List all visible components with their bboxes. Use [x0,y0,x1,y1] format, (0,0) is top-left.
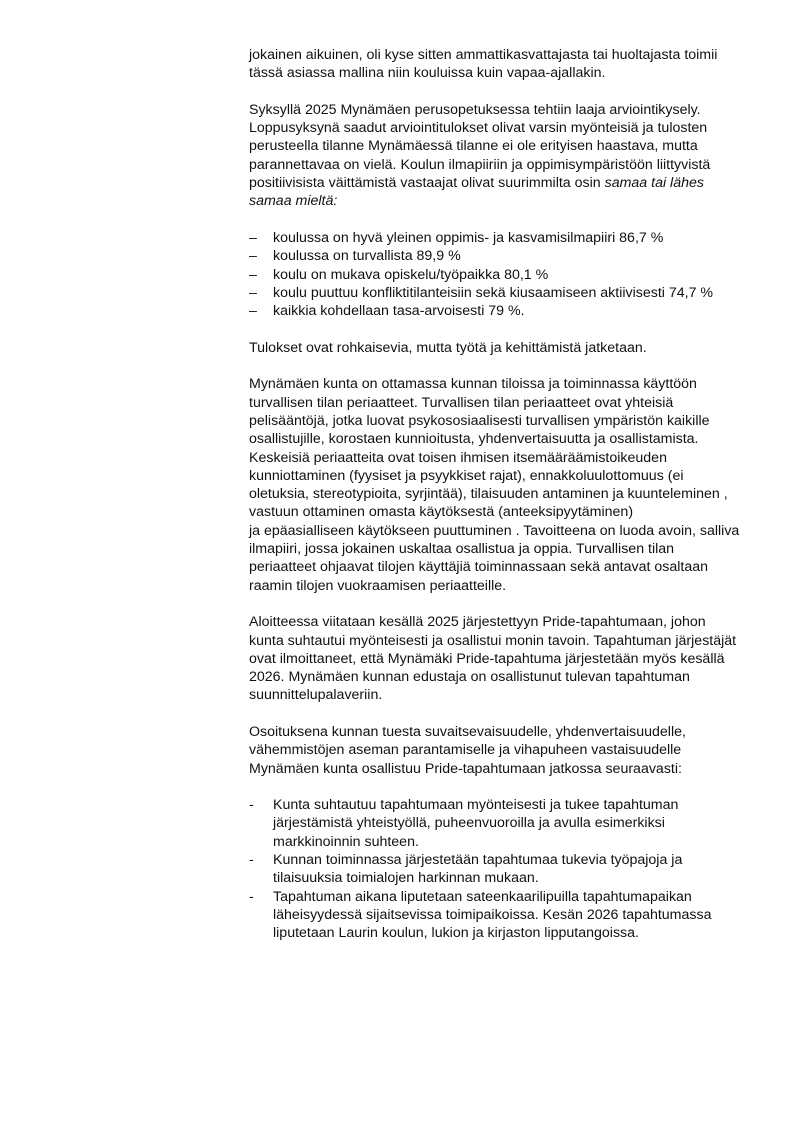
list-item [249,229,741,247]
safe-space-text-2: ja epäasialliseen käytökseen puuttuminen . Tavoitteena on luoda avoin, salliva ilmapiiri, jossa jokainen uskaltaa osallistua ja oppia. Turvallisen tilan periaatteet ohjaavat tilojen käyttäjiä toiminnassaan sekä antavat osaltaan raamin tilojen vuokraamisen periaatteille. [249,522,740,594]
result-text: koulu on mukava opiskelu/työpaikka 80,1 % [273,266,549,283]
paragraph-pride: Aloitteessa viitataan kesällä 2025 järjestettyyn Pride-tapahtumaan, johon kunta suhtautui myönteisesti ja osallistui monin tavoin. Tapahtuman järjestäjät ovat ilmoittaneet, että Mynämäki Pride-tapahtuma järjestetään myös kesällä 2026. Mynämäen kunnan edustaja on osallistunut tulevan tapahtuman suunnittelupalaveriin. [249,614,737,704]
hyphen-marker: - [249,797,254,814]
list-item [249,266,741,284]
paragraph-safe-space [249,375,741,595]
result-text: koulussa on turvallista 89,9 % [273,248,461,265]
action-text: Kunta suhtautuu tapahtumaan myönteisesti ja tukee tapahtuman järjestämistä yhteistyöllä, puheenvuoroilla ja avulla esimerkiksi markkinoinnin suhteen. [273,797,679,850]
safe-space-text-1: Mynämäen kunta on ottamassa kunnan tiloissa ja toiminnassa käyttöön turvallisen tilan periaatteet. Turvallisen tilan periaatteet ovat yhteisiä pelisääntöjä, jotka luovat psykososiaalisesti turvallisen ympäristön kaikille osallistujille, korostaen kunnioitusta, yhdenvertaisuutta ja osallistamista. Keskeisiä periaatteita ovat toisen ihmisen itsemääräämistoikeuden kunniottaminen (fyysiset ja psyykkiset rajat), ennakkoluulottomuus (ei oletuksia, stereotypioita, syrjintää), tilaisuuden antaminen ja kuunteleminen , vastuun ottaminen omasta käytöksestä (anteeksipyytäminen) [249,376,728,521]
survey-text: Syksyllä 2025 Mynämäen perusopetuksessa tehtiin laaja arviointikysely. Loppusyksynä saadut arviointitulokset olivat varsin myönteisiä ja tulosten perusteella tilanne Mynämäessä tilanne ei ole erityisen haastava, mutta parannettavaa on vielä. Koulun ilmapiiriin ja oppimisympäristöön liittyvistä positiivisista väittämistä vastaajat olivat suurimmilta osin [249,101,711,192]
document-page [249,46,741,961]
dash-marker: – [249,248,257,265]
paragraph-intro: jokainen aikuinen, oli kyse sitten ammattikasvattajasta tai huoltajasta toimii tässä asiassa mallina niin kouluissa kuin vapaa-ajallakin. [249,47,718,82]
list-item [249,796,741,851]
actions-list [249,796,741,942]
list-item [249,247,741,265]
dash-marker: – [249,284,257,301]
survey-results-list [249,229,741,320]
action-text: Tapahtuman aikana liputetaan sateenkaarilipuilla tapahtumapaikan läheisyydessä sijaitsevissa toimipaikoissa. Kesän 2026 tapahtumassa liputetaan Laurin koulun, lukion ja kirjaston lipputangoissa. [273,888,712,942]
dash-marker: – [249,303,257,320]
paragraph-survey [249,101,741,211]
paragraph-encouraging: Tulokset ovat rohkaisevia, mutta työtä ja kehittämistä jatketaan. [249,339,647,356]
paragraph-support: Osoituksena kunnan tuesta suvaitsevaisuudelle, yhdenvertaisuudelle, vähemmistöjen aseman parantamiselle ja vihapuheen vastaisuudelle Mynämäen kunta osallistuu Pride-tapahtumaan jatkossa seuraavasti: [249,723,686,777]
action-text: Kunnan toiminnassa järjestetään tapahtumaa tukevia työpajoja ja tilaisuuksia toimialojen harkinnan mukaan. [273,852,683,887]
hyphen-marker: - [249,888,254,905]
dash-marker: – [249,229,257,246]
result-text: koulu puuttuu konfliktitilanteisiin sekä kiusaamiseen aktiivisesti 74,7 % [273,284,714,301]
result-text: koulussa on hyvä yleinen oppimis- ja kasvamisilmapiiri 86,7 % [273,229,664,246]
list-item [249,888,741,943]
list-item [249,851,741,888]
result-text: kaikkia kohdellaan tasa-arvoisesti 79 %. [273,303,525,320]
survey-emphasis: samaa tai lähes samaa mieltä: [249,175,704,210]
list-item [249,302,741,320]
list-item [249,284,741,302]
dash-marker: – [249,266,257,283]
hyphen-marker: - [249,852,254,869]
